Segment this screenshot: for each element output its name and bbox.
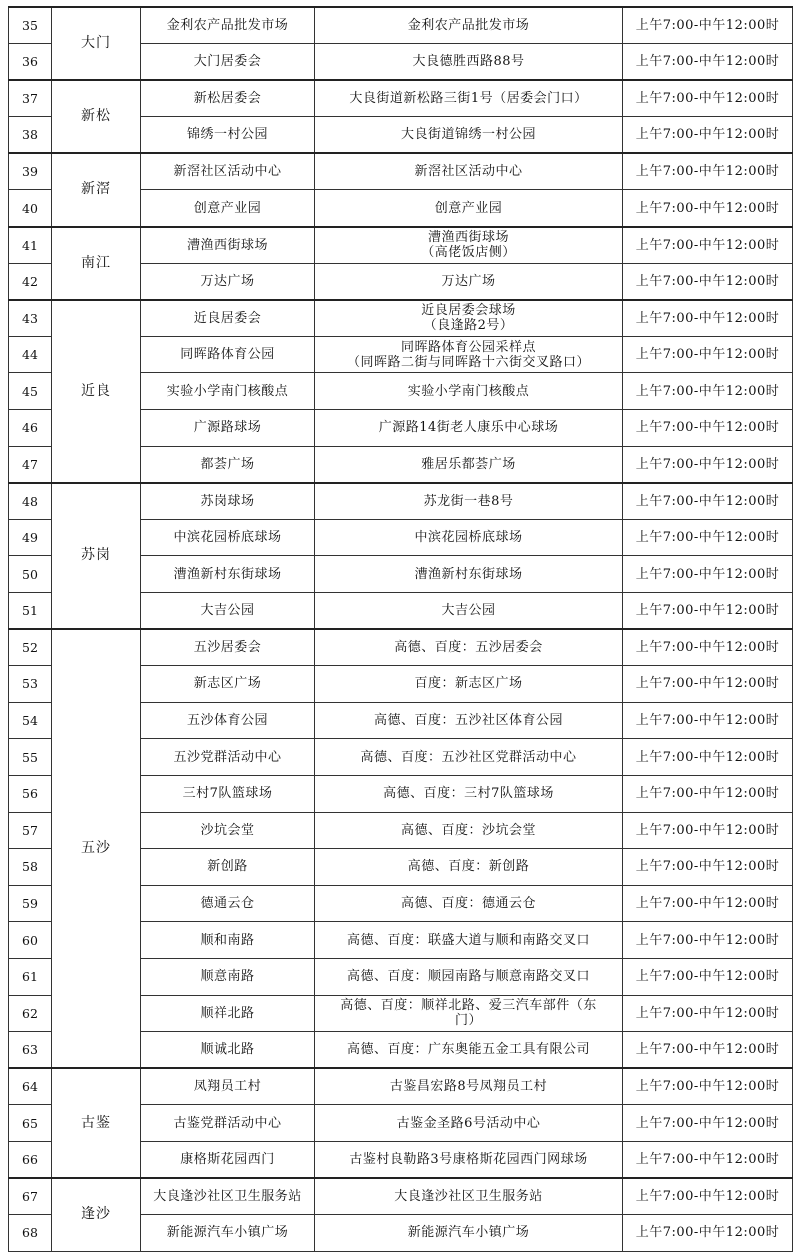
service-hours: 上午7:00-中午12:00时	[623, 519, 793, 556]
site-name: 金利农产品批发市场	[141, 7, 315, 44]
row-number: 65	[9, 1105, 52, 1142]
table-row	[9, 153, 793, 190]
site-name: 古鉴党群活动中心	[141, 1105, 315, 1142]
address-line: 高德、百度：三村7队篮球场	[383, 786, 554, 802]
row-number: 68	[9, 1215, 52, 1252]
address-line: 万达广场	[441, 273, 496, 289]
address-line: 高德、百度：广东奥能五金工具有限公司	[346, 1042, 590, 1058]
table-row	[9, 1178, 793, 1215]
site-address	[315, 812, 623, 849]
site-name: 实验小学南门核酸点	[141, 373, 315, 410]
site-name: 新志区广场	[141, 666, 315, 703]
site-address	[315, 300, 623, 337]
row-number: 47	[9, 446, 52, 483]
service-hours: 上午7:00-中午12:00时	[623, 7, 793, 44]
row-number: 61	[9, 958, 52, 995]
service-hours: 上午7:00-中午12:00时	[623, 483, 793, 520]
service-hours: 上午7:00-中午12:00时	[623, 336, 793, 373]
site-address	[315, 1178, 623, 1215]
site-address	[315, 593, 623, 630]
site-address	[315, 1141, 623, 1178]
row-number: 67	[9, 1178, 52, 1215]
row-number: 37	[9, 80, 52, 117]
row-number: 46	[9, 410, 52, 447]
site-address	[315, 44, 623, 81]
address-line: 百度：新志区广场	[414, 676, 523, 692]
row-number: 48	[9, 483, 52, 520]
address-line: 中滨花园桥底球场	[414, 530, 523, 546]
address-line: 高德、百度：顺祥北路、爱三汽车部件（东	[340, 998, 597, 1014]
table-row	[9, 7, 793, 44]
site-name: 创意产业园	[141, 190, 315, 227]
site-name: 同晖路体育公园	[141, 336, 315, 373]
address-line: 高德、百度：五沙社区体育公园	[373, 713, 563, 729]
row-number: 53	[9, 666, 52, 703]
site-name: 新能源汽车小镇广场	[141, 1215, 315, 1252]
site-name: 近良居委会	[141, 300, 315, 337]
address-line: 大良逢沙社区卫生服务站	[394, 1189, 543, 1205]
address-line: （同晖路二街与同晖路十六街交叉路口）	[346, 354, 590, 370]
row-number: 60	[9, 922, 52, 959]
row-number: 63	[9, 1032, 52, 1069]
address-line: 高德、百度：顺园南路与顺意南路交叉口	[346, 969, 590, 985]
service-hours: 上午7:00-中午12:00时	[623, 922, 793, 959]
community-name: 苏岗	[52, 483, 141, 629]
row-number: 36	[9, 44, 52, 81]
row-number: 62	[9, 995, 52, 1032]
address-line: 同晖路体育公园采样点	[400, 339, 536, 355]
table-row	[9, 1068, 793, 1105]
address-line: 大良德胜西路88号	[412, 54, 525, 70]
row-number: 35	[9, 7, 52, 44]
address-line: 近良居委会球场	[421, 303, 516, 319]
service-hours: 上午7:00-中午12:00时	[623, 1141, 793, 1178]
address-line: 苏龙街一巷8号	[423, 493, 514, 509]
address-line: 古鉴金圣路6号活动中心	[396, 1115, 541, 1131]
service-hours: 上午7:00-中午12:00时	[623, 1032, 793, 1069]
service-hours: 上午7:00-中午12:00时	[623, 556, 793, 593]
site-address	[315, 885, 623, 922]
address-line: 古鉴村良勒路3号康格斯花园西门网球场	[349, 1151, 588, 1167]
community-name: 逢沙	[52, 1178, 141, 1251]
address-line: 高德、百度：沙坑会堂	[400, 822, 536, 838]
site-address	[315, 739, 623, 776]
address-line: 漕渔新村东街球场	[414, 566, 523, 582]
site-address	[315, 483, 623, 520]
site-address	[315, 556, 623, 593]
site-address	[315, 629, 623, 666]
address-line: 门）	[454, 1013, 482, 1029]
site-address	[315, 666, 623, 703]
site-name: 万达广场	[141, 263, 315, 300]
table-row	[9, 227, 793, 264]
service-hours: 上午7:00-中午12:00时	[623, 702, 793, 739]
service-hours: 上午7:00-中午12:00时	[623, 885, 793, 922]
community-name: 新滘	[52, 153, 141, 226]
service-hours: 上午7:00-中午12:00时	[623, 446, 793, 483]
row-number: 44	[9, 336, 52, 373]
row-number: 43	[9, 300, 52, 337]
address-line: 高德、百度：联盛大道与顺和南路交叉口	[346, 932, 590, 948]
site-address	[315, 153, 623, 190]
row-number: 57	[9, 812, 52, 849]
service-hours: 上午7:00-中午12:00时	[623, 80, 793, 117]
site-name: 大良逢沙社区卫生服务站	[141, 1178, 315, 1215]
address-line: 金利农产品批发市场	[407, 18, 530, 34]
community-name: 大门	[52, 7, 141, 80]
table-row	[9, 300, 793, 337]
service-hours: 上午7:00-中午12:00时	[623, 629, 793, 666]
site-address	[315, 446, 623, 483]
address-line: 高德、百度：五沙社区党群活动中心	[360, 749, 577, 765]
site-address	[315, 775, 623, 812]
community-name: 古鉴	[52, 1068, 141, 1178]
address-line: （良逢路2号）	[423, 318, 514, 334]
site-address	[315, 922, 623, 959]
site-name: 沙坑会堂	[141, 812, 315, 849]
site-name: 德通云仓	[141, 885, 315, 922]
site-name: 顺诚北路	[141, 1032, 315, 1069]
service-hours: 上午7:00-中午12:00时	[623, 1178, 793, 1215]
site-name: 新松居委会	[141, 80, 315, 117]
row-number: 49	[9, 519, 52, 556]
row-number: 58	[9, 849, 52, 886]
row-number: 45	[9, 373, 52, 410]
row-number: 66	[9, 1141, 52, 1178]
site-name: 顺和南路	[141, 922, 315, 959]
address-line: 实验小学南门核酸点	[407, 383, 530, 399]
service-hours: 上午7:00-中午12:00时	[623, 849, 793, 886]
site-name: 顺祥北路	[141, 995, 315, 1032]
table-row	[9, 483, 793, 520]
site-address	[315, 117, 623, 154]
site-address	[315, 1105, 623, 1142]
service-hours: 上午7:00-中午12:00时	[623, 153, 793, 190]
row-number: 42	[9, 263, 52, 300]
service-hours: 上午7:00-中午12:00时	[623, 1215, 793, 1252]
row-number: 59	[9, 885, 52, 922]
address-line: 新能源汽车小镇广场	[407, 1225, 530, 1241]
site-name: 大门居委会	[141, 44, 315, 81]
service-hours: 上午7:00-中午12:00时	[623, 190, 793, 227]
address-line: 大良街道新松路三街1号（居委会门口）	[349, 91, 588, 107]
row-number: 51	[9, 593, 52, 630]
address-line: 大吉公园	[441, 603, 496, 619]
community-name: 近良	[52, 300, 141, 483]
site-address	[315, 190, 623, 227]
row-number: 50	[9, 556, 52, 593]
service-hours: 上午7:00-中午12:00时	[623, 263, 793, 300]
site-address	[315, 336, 623, 373]
service-hours: 上午7:00-中午12:00时	[623, 227, 793, 264]
address-line: 新滘社区活动中心	[414, 164, 523, 180]
row-number: 41	[9, 227, 52, 264]
service-hours: 上午7:00-中午12:00时	[623, 1105, 793, 1142]
community-name: 南江	[52, 227, 141, 300]
row-number: 56	[9, 775, 52, 812]
row-number: 52	[9, 629, 52, 666]
service-hours: 上午7:00-中午12:00时	[623, 739, 793, 776]
row-number: 55	[9, 739, 52, 776]
address-line: 大良街道锦绣一村公园	[400, 127, 536, 143]
service-hours: 上午7:00-中午12:00时	[623, 666, 793, 703]
service-hours: 上午7:00-中午12:00时	[623, 995, 793, 1032]
service-hours: 上午7:00-中午12:00时	[623, 1068, 793, 1105]
site-name: 广源路球场	[141, 410, 315, 447]
row-number: 38	[9, 117, 52, 154]
service-hours: 上午7:00-中午12:00时	[623, 812, 793, 849]
site-name: 顺意南路	[141, 958, 315, 995]
table-body	[9, 7, 793, 1251]
address-line: 广源路14街老人康乐中心球场	[378, 420, 559, 436]
address-line: 高德、百度：五沙居委会	[394, 640, 543, 656]
site-name: 中滨花园桥底球场	[141, 519, 315, 556]
site-name: 大吉公园	[141, 593, 315, 630]
site-address	[315, 849, 623, 886]
site-name: 漕渔西街球场	[141, 227, 315, 264]
address-line: 创意产业园	[434, 200, 503, 216]
site-address	[315, 519, 623, 556]
row-number: 54	[9, 702, 52, 739]
site-address	[315, 958, 623, 995]
address-line: 高德、百度：新创路	[407, 859, 530, 875]
address-line: 古鉴昌宏路8号凤翔员工村	[389, 1079, 548, 1095]
address-line: 雅居乐都荟广场	[421, 456, 516, 472]
site-address	[315, 80, 623, 117]
site-name: 都荟广场	[141, 446, 315, 483]
row-number: 40	[9, 190, 52, 227]
address-line: 高德、百度：德通云仓	[400, 896, 536, 912]
service-hours: 上午7:00-中午12:00时	[623, 300, 793, 337]
site-name: 五沙体育公园	[141, 702, 315, 739]
site-address	[315, 227, 623, 264]
testing-sites-table	[8, 6, 793, 1252]
site-address	[315, 373, 623, 410]
site-name: 五沙居委会	[141, 629, 315, 666]
service-hours: 上午7:00-中午12:00时	[623, 775, 793, 812]
site-address	[315, 7, 623, 44]
site-address	[315, 1032, 623, 1069]
site-name: 康格斯花园西门	[141, 1141, 315, 1178]
site-name: 漕渔新村东街球场	[141, 556, 315, 593]
site-address	[315, 263, 623, 300]
site-name: 苏岗球场	[141, 483, 315, 520]
site-address	[315, 702, 623, 739]
table-row	[9, 629, 793, 666]
site-name: 五沙党群活动中心	[141, 739, 315, 776]
service-hours: 上午7:00-中午12:00时	[623, 593, 793, 630]
service-hours: 上午7:00-中午12:00时	[623, 44, 793, 81]
site-name: 新滘社区活动中心	[141, 153, 315, 190]
site-address	[315, 1068, 623, 1105]
service-hours: 上午7:00-中午12:00时	[623, 373, 793, 410]
site-address	[315, 995, 623, 1032]
address-line: 漕渔西街球场	[427, 230, 509, 246]
site-address	[315, 410, 623, 447]
row-number: 39	[9, 153, 52, 190]
community-name: 新松	[52, 80, 141, 153]
service-hours: 上午7:00-中午12:00时	[623, 117, 793, 154]
site-address	[315, 1215, 623, 1252]
table-row	[9, 80, 793, 117]
community-name: 五沙	[52, 629, 141, 1068]
service-hours: 上午7:00-中午12:00时	[623, 410, 793, 447]
site-name: 新创路	[141, 849, 315, 886]
row-number: 64	[9, 1068, 52, 1105]
site-name: 凤翔员工村	[141, 1068, 315, 1105]
site-name: 三村7队篮球场	[141, 775, 315, 812]
address-line: （高佬饭店侧）	[421, 245, 516, 261]
site-name: 锦绣一村公园	[141, 117, 315, 154]
service-hours: 上午7:00-中午12:00时	[623, 958, 793, 995]
